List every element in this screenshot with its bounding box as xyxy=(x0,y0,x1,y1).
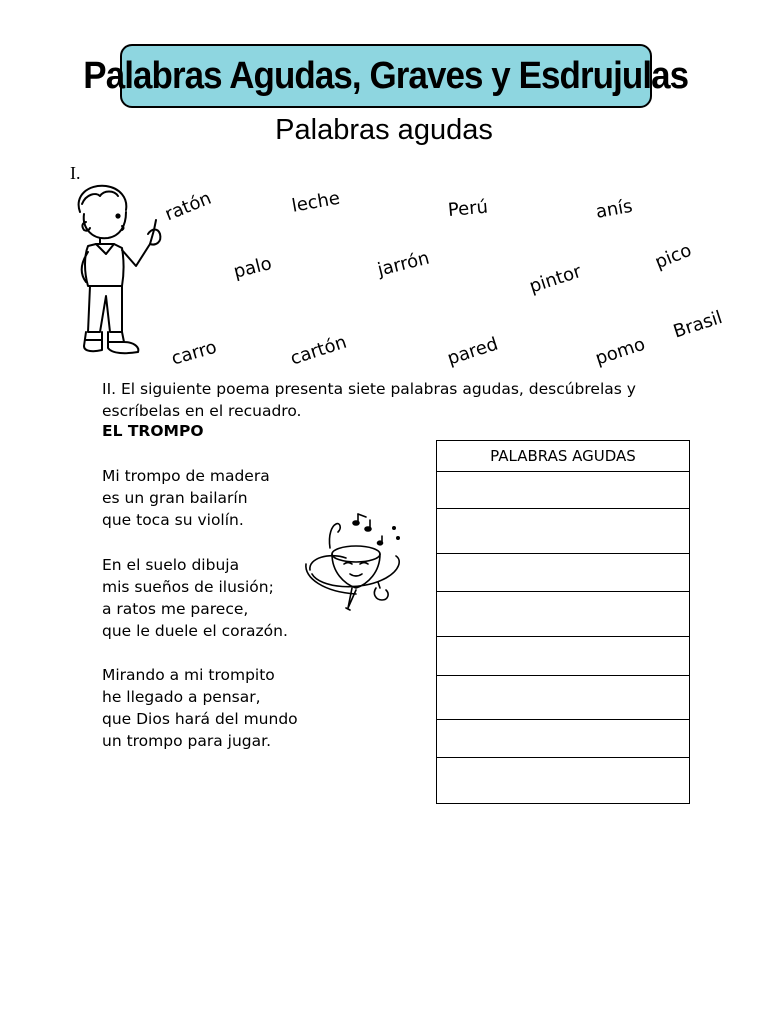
poem-line: que le duele el corazón. xyxy=(102,622,288,640)
subtitle: Palabras agudas xyxy=(275,114,493,146)
answer-row-7[interactable] xyxy=(437,720,689,758)
word-leche: leche xyxy=(290,187,342,217)
answer-row-8[interactable] xyxy=(437,758,689,803)
poem-line: es un gran bailarín xyxy=(102,489,248,507)
spinning-top-illustration xyxy=(300,508,412,618)
poem-line: Mirando a mi trompito xyxy=(102,666,275,684)
answer-row-3[interactable] xyxy=(437,554,689,592)
answer-row-2[interactable] xyxy=(437,509,689,554)
poem-line: he llegado a pensar, xyxy=(102,688,261,706)
poem-line: mis sueños de ilusión; xyxy=(102,578,274,596)
answer-row-1[interactable] xyxy=(437,472,689,509)
poem-line: Mi trompo de madera xyxy=(102,467,270,485)
answer-row-4[interactable] xyxy=(437,592,689,637)
poem-line: a ratos me parece, xyxy=(102,600,249,618)
word-pintor: pintor xyxy=(526,261,584,298)
answer-table xyxy=(436,440,690,804)
poem-line: un trompo para jugar. xyxy=(102,732,271,750)
poem-stanza-3 xyxy=(102,664,362,752)
poem-line: que Dios hará del mundo xyxy=(102,710,298,728)
word-carton: cartón xyxy=(287,331,350,370)
word-pared: pared xyxy=(444,333,501,370)
poem-line: En el suelo dibuja xyxy=(102,556,240,574)
word-pomo: pomo xyxy=(592,333,648,370)
word-peru: Perú xyxy=(447,196,489,221)
section-1-label: I. xyxy=(70,163,81,183)
answer-row-6[interactable] xyxy=(437,676,689,720)
instruction-line-2: escríbelas en el recuadro. xyxy=(102,402,302,420)
poem-title: EL TROMPO xyxy=(102,422,204,440)
section-2-instructions xyxy=(102,378,702,422)
instruction-line-1: II. El siguiente poema presenta siete palabras agudas, descúbrelas y xyxy=(102,380,636,398)
word-pico: pico xyxy=(652,239,695,274)
word-palo: palo xyxy=(231,253,274,283)
word-anis: anís xyxy=(594,195,635,223)
page-title: Palabras Agudas, Graves y Esdrujulas xyxy=(83,54,689,97)
answer-row-5[interactable] xyxy=(437,637,689,676)
answer-table-header: PALABRAS AGUDAS xyxy=(437,441,689,472)
word-raton: ratón xyxy=(162,187,215,226)
word-brasil: Brasil xyxy=(670,307,725,343)
boy-pointing-illustration xyxy=(66,182,166,367)
poem-line: que toca su violín. xyxy=(102,511,244,529)
title-banner xyxy=(83,44,689,108)
word-jarron: jarrón xyxy=(375,247,432,281)
word-carro: carro xyxy=(169,336,220,370)
